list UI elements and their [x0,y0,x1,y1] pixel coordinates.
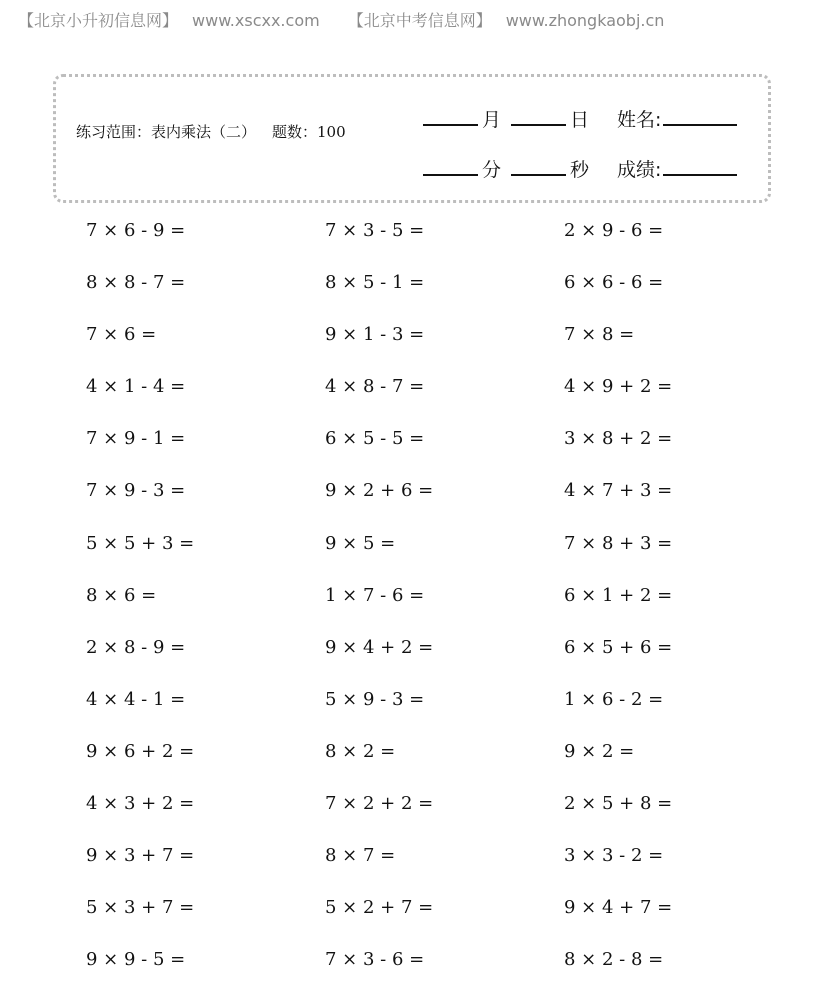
month-label: 月 [482,109,502,131]
math-problem: 9 × 1 - 3 = [325,324,425,346]
problem-grid [0,220,826,1001]
math-problem: 9 × 5 = [325,532,396,554]
time-score-row [423,155,737,182]
date-name-row [423,105,737,132]
problem-row [0,272,826,324]
math-problem: 3 × 3 - 2 = [564,845,664,867]
math-problem: 7 × 6 = [86,324,157,346]
math-problem: 7 × 8 = [564,324,635,346]
math-problem: 2 × 5 + 8 = [564,793,673,815]
score-label: 成绩: [617,159,662,181]
day-label: 日 [570,109,590,131]
math-problem: 7 × 6 - 9 = [86,220,186,241]
day-blank[interactable] [511,106,566,126]
problem-row [0,533,826,585]
math-problem: 5 × 9 - 3 = [325,688,425,710]
math-problem: 8 × 8 - 7 = [86,272,186,294]
math-problem: 4 × 9 + 2 = [564,376,673,398]
second-blank[interactable] [511,156,566,176]
math-problem: 8 × 6 = [86,584,157,606]
problem-count: 题数：100 [272,123,346,141]
math-problem: 7 × 8 + 3 = [564,532,673,554]
problem-row [0,845,826,897]
math-problem: 7 × 9 - 3 = [86,480,186,502]
problem-row [0,480,826,532]
math-problem: 7 × 9 - 1 = [86,428,186,450]
math-problem: 3 × 8 + 2 = [564,428,673,450]
math-problem: 7 × 3 - 5 = [325,220,425,241]
worksheet-info-box [53,74,771,203]
math-problem: 2 × 9 - 6 = [564,220,664,241]
minute-blank[interactable] [423,156,478,176]
problem-row [0,376,826,428]
site-name-zhongkao: 【北京中考信息网】 [347,11,492,30]
problem-row [0,741,826,793]
math-problem: 6 × 5 - 5 = [325,428,425,450]
math-problem: 4 × 7 + 3 = [564,480,673,502]
math-problem: 4 × 3 + 2 = [86,793,195,815]
math-problem: 9 × 2 = [564,740,635,762]
score-blank[interactable] [663,156,737,176]
practice-range: 练习范围：表内乘法（二） [76,123,257,141]
math-problem: 7 × 2 + 2 = [325,793,434,815]
math-problem: 9 × 3 + 7 = [86,845,195,867]
math-problem: 5 × 2 + 7 = [325,897,434,919]
math-problem: 7 × 3 - 6 = [325,949,425,971]
month-blank[interactable] [423,106,478,126]
math-problem: 6 × 5 + 6 = [564,636,673,658]
problem-row [0,949,826,1001]
problem-row [0,689,826,741]
math-problem: 1 × 7 - 6 = [325,584,425,606]
math-problem: 9 × 4 + 7 = [564,897,673,919]
problem-row [0,793,826,845]
math-problem: 6 × 6 - 6 = [564,272,664,294]
math-problem: 1 × 6 - 2 = [564,688,664,710]
math-problem: 4 × 8 - 7 = [325,376,425,398]
name-blank[interactable] [663,106,737,126]
problem-row [0,637,826,689]
math-problem: 9 × 9 - 5 = [86,949,186,971]
math-problem: 5 × 5 + 3 = [86,532,195,554]
site-url-zhongkao[interactable]: www.zhongkaobj.cn [505,11,665,30]
math-problem: 2 × 8 - 9 = [86,636,186,658]
problem-row [0,897,826,949]
site-header [18,8,664,31]
problem-row [0,324,826,376]
math-problem: 9 × 2 + 6 = [325,480,434,502]
problem-row [0,585,826,637]
math-problem: 8 × 7 = [325,845,396,867]
minute-label: 分 [482,159,502,181]
math-problem: 9 × 4 + 2 = [325,636,434,658]
math-problem: 4 × 1 - 4 = [86,376,186,398]
math-problem: 6 × 1 + 2 = [564,584,673,606]
math-problem: 8 × 2 - 8 = [564,949,664,971]
practice-info [76,121,346,142]
name-label: 姓名: [617,109,662,131]
math-problem: 5 × 3 + 7 = [86,897,195,919]
site-url-xscxx[interactable]: www.xscxx.com [192,11,320,30]
math-problem: 4 × 4 - 1 = [86,688,186,710]
math-problem: 8 × 2 = [325,740,396,762]
site-name-xscxx: 【北京小升初信息网】 [18,11,179,30]
math-problem: 8 × 5 - 1 = [325,272,425,294]
problem-row [0,428,826,480]
math-problem: 9 × 6 + 2 = [86,740,195,762]
problem-row [0,220,826,272]
second-label: 秒 [570,159,590,181]
